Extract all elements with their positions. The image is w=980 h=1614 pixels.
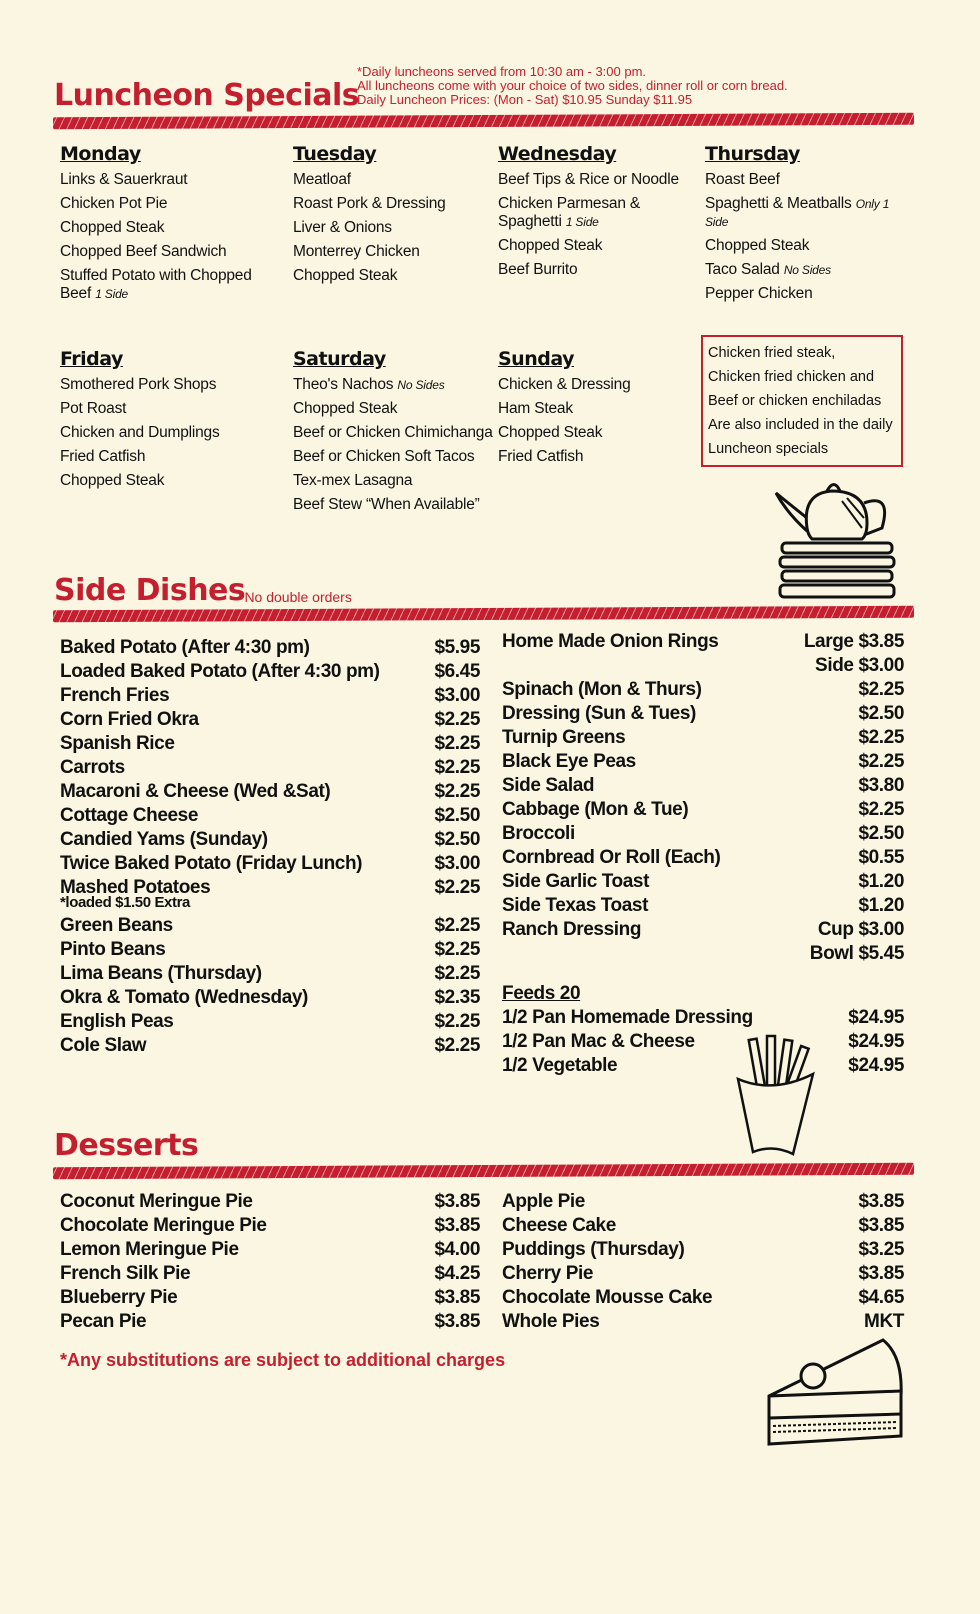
item-price: $24.95	[848, 1007, 904, 1028]
divider	[53, 113, 914, 130]
item-name: Side Salad	[502, 775, 595, 796]
item-price: $1.20	[858, 871, 904, 892]
item-name: Ranch Dressing	[502, 919, 642, 940]
day-heading: Wednesday	[498, 143, 617, 165]
item-name: Coconut Meringue Pie	[60, 1191, 253, 1212]
item-price: $2.25	[434, 1035, 480, 1056]
item-name: Baked Potato (After 4:30 pm)	[60, 637, 310, 658]
menu-row	[60, 1010, 480, 1034]
info-line: Chicken fried steak,	[708, 345, 836, 361]
menu-row	[502, 750, 904, 774]
item-name: Chopped Steak	[705, 237, 810, 254]
menu-item	[60, 195, 265, 213]
menu-item	[293, 171, 498, 189]
menu-item	[705, 195, 910, 231]
menu-row	[60, 1034, 480, 1058]
item-name: Chopped Steak	[293, 267, 398, 284]
menu-row	[60, 1238, 480, 1262]
item-price: $0.55	[858, 847, 904, 868]
item-name: Cabbage (Mon & Tue)	[502, 799, 689, 820]
menu-row	[60, 732, 480, 756]
menu-item	[293, 267, 498, 285]
item-name: Blueberry Pie	[60, 1287, 178, 1308]
menu-row	[502, 918, 904, 942]
menu-item	[60, 219, 265, 237]
item-name: Roast Beef	[705, 171, 780, 188]
item-name: Side Texas Toast	[502, 895, 649, 916]
menu-item	[60, 472, 265, 490]
menu-row	[502, 774, 904, 798]
item-note: 1 Side	[565, 215, 599, 229]
item-price: $2.25	[434, 709, 480, 730]
day-heading: Tuesday	[293, 143, 377, 165]
menu-row	[502, 846, 904, 870]
menu-row	[60, 756, 480, 780]
item-name: Spanish Rice	[60, 733, 175, 754]
item-name: Chocolate Meringue Pie	[60, 1215, 267, 1236]
item-name: Chicken Pot Pie	[60, 195, 168, 212]
item-price: MKT	[864, 1311, 904, 1332]
item-price: $3.00	[434, 685, 480, 706]
item-price: $2.25	[434, 915, 480, 936]
item-price: Large $3.85	[803, 631, 904, 652]
item-name: Pot Roast	[60, 400, 127, 417]
day-heading: Friday	[60, 348, 123, 370]
desserts-right	[502, 1190, 904, 1334]
substitution-note: *Any substitutions are subject to additional charges	[60, 1350, 506, 1370]
item-name: Smothered Pork Shops	[60, 376, 217, 393]
day-heading: Saturday	[293, 348, 386, 370]
item-name: Turnip Greens	[502, 727, 626, 748]
menu-item	[705, 171, 910, 189]
item-name: Chocolate Mousse Cake	[502, 1287, 713, 1308]
note-line: *Daily luncheons served from 10:30 am - 3:00 pm.	[357, 64, 647, 79]
menu-row	[60, 780, 480, 804]
menu-row	[60, 708, 480, 732]
menu-item	[705, 285, 910, 303]
item-name: Cottage Cheese	[60, 805, 198, 826]
item-name: Chicken Parmesan & Spaghetti	[498, 195, 640, 230]
menu-row	[502, 1054, 904, 1078]
luncheon-notes	[357, 65, 788, 107]
item-name: Cornbread Or Roll (Each)	[502, 847, 721, 868]
item-name: Chopped Steak	[60, 472, 165, 489]
menu-item	[293, 376, 498, 394]
menu-item	[293, 496, 498, 514]
menu-row	[502, 894, 904, 918]
teapot-illustration	[772, 473, 906, 603]
item-name: Corn Fried Okra	[60, 709, 199, 730]
item-price: $3.85	[858, 1263, 904, 1284]
item-name: Beef or Chicken Soft Tacos	[293, 448, 475, 465]
menu-row	[60, 962, 480, 986]
side-dishes-note: *No double orders	[239, 589, 352, 605]
menu-row	[60, 1310, 480, 1334]
day-column-monday	[60, 143, 265, 309]
item-price: $24.95	[848, 1031, 904, 1052]
menu-item	[60, 243, 265, 261]
menu-item	[498, 400, 703, 418]
menu-row	[502, 1286, 904, 1310]
item-name: Chicken & Dressing	[498, 376, 631, 393]
item-name: Dressing (Sun & Tues)	[502, 703, 696, 724]
item-price: $1.20	[858, 895, 904, 916]
desserts-title: Desserts	[54, 1128, 199, 1163]
item-price: $2.50	[858, 703, 904, 724]
item-name: Lemon Meringue Pie	[60, 1239, 239, 1260]
menu-item	[498, 448, 703, 466]
item-name: Puddings (Thursday)	[502, 1239, 685, 1260]
menu-row	[502, 1006, 904, 1030]
menu-item	[60, 171, 265, 189]
item-name: Home Made Onion Rings	[502, 631, 719, 652]
menu-row	[60, 1214, 480, 1238]
item-name: Taco Salad	[705, 261, 780, 278]
item-name: Green Beans	[60, 915, 173, 936]
item-price: $2.25	[858, 679, 904, 700]
menu-row	[60, 938, 480, 962]
menu-row	[502, 1262, 904, 1286]
info-line: Beef or chicken enchiladas	[708, 393, 882, 409]
menu-item	[60, 267, 265, 303]
item-name: Links & Sauerkraut	[60, 171, 188, 188]
menu-item	[498, 237, 703, 255]
item-price: $3.85	[434, 1191, 480, 1212]
item-name: Chopped Steak	[498, 424, 603, 441]
item-price: $3.85	[858, 1191, 904, 1212]
item-price: $2.25	[434, 781, 480, 802]
menu-row	[60, 684, 480, 708]
item-price: $4.25	[434, 1263, 480, 1284]
divider	[53, 1163, 914, 1180]
item-price: $3.25	[858, 1239, 904, 1260]
item-name: Lima Beans (Thursday)	[60, 963, 262, 984]
menu-item	[498, 424, 703, 442]
menu-row	[502, 1190, 904, 1214]
item-note: No Sides	[397, 378, 445, 392]
item-name: Ham Steak	[498, 400, 573, 417]
menu-row	[502, 798, 904, 822]
day-column-sunday	[498, 348, 703, 472]
item-price: $3.85	[434, 1215, 480, 1236]
item-subnote: *loaded $1.50 Extra	[60, 894, 190, 911]
item-price: $5.95	[434, 637, 480, 658]
item-price: $2.35	[434, 987, 480, 1008]
menu-row	[502, 942, 904, 966]
item-name: Beef Burrito	[498, 261, 578, 278]
item-name: Mashed Potatoes	[60, 877, 211, 898]
menu-item	[60, 400, 265, 418]
item-note: 1 Side	[95, 287, 129, 301]
side-dishes-right	[502, 630, 904, 1078]
item-price: $2.25	[434, 963, 480, 984]
item-price: $2.25	[434, 757, 480, 778]
item-name: Chopped Beef Sandwich	[60, 243, 227, 260]
info-line: Luncheon specials	[708, 441, 829, 457]
menu-row	[60, 636, 480, 660]
item-name: Okra & Tomato (Wednesday)	[60, 987, 308, 1008]
day-column-wednesday	[498, 143, 703, 285]
menu-row	[502, 1214, 904, 1238]
item-price: $3.80	[858, 775, 904, 796]
menu-item	[498, 261, 703, 279]
menu-row	[60, 660, 480, 684]
menu-row	[502, 702, 904, 726]
item-name: Fried Catfish	[498, 448, 584, 465]
menu-row	[502, 822, 904, 846]
menu-item	[293, 472, 498, 490]
luncheon-title: Luncheon Specials	[54, 78, 360, 113]
info-box	[701, 335, 903, 467]
item-name: French Silk Pie	[60, 1263, 191, 1284]
item-price: $2.25	[434, 939, 480, 960]
item-price: $3.00	[434, 853, 480, 874]
menu-row	[502, 1310, 904, 1334]
item-note: Only 1 Side	[705, 197, 890, 229]
menu-item	[498, 171, 703, 189]
menu-row	[60, 1286, 480, 1310]
menu-item	[293, 195, 498, 213]
day-column-friday	[60, 348, 265, 496]
item-name: Chopped Steak	[498, 237, 603, 254]
item-name: Loaded Baked Potato (After 4:30 pm)	[60, 661, 380, 682]
item-price: $3.85	[434, 1287, 480, 1308]
item-name: Beef or Chicken Chimichanga	[293, 424, 493, 441]
menu-item	[60, 448, 265, 466]
item-price: $2.25	[434, 1011, 480, 1032]
item-name: Pecan Pie	[60, 1311, 147, 1332]
menu-item	[60, 376, 265, 394]
item-name: Fried Catfish	[60, 448, 146, 465]
item-price: $2.25	[434, 877, 480, 898]
feeds-20-heading: Feeds 20	[502, 983, 581, 1004]
item-name: Roast Pork & Dressing	[293, 195, 446, 212]
item-name: Cheese Cake	[502, 1215, 616, 1236]
item-name: Pepper Chicken	[705, 285, 813, 302]
cake-slice-illustration	[763, 1336, 907, 1448]
menu-item	[293, 400, 498, 418]
day-heading: Monday	[60, 143, 141, 165]
item-price: Bowl $5.45	[809, 943, 904, 964]
item-name: 1/2 Vegetable	[502, 1055, 618, 1076]
item-name: Whole Pies	[502, 1311, 600, 1332]
menu-item	[293, 424, 498, 442]
french-fries-illustration	[733, 1034, 823, 1158]
item-price: $2.25	[858, 727, 904, 748]
item-name: Cherry Pie	[502, 1263, 594, 1284]
side-dishes-left	[60, 636, 480, 1058]
item-price: $2.25	[858, 751, 904, 772]
item-name: Chopped Steak	[293, 400, 398, 417]
menu-row	[502, 1030, 904, 1054]
menu-item	[705, 237, 910, 255]
item-name: English Peas	[60, 1011, 174, 1032]
menu-item	[293, 219, 498, 237]
note-line: All luncheons come with your choice of two sides, dinner roll or corn bread.	[357, 78, 788, 93]
day-heading: Thursday	[705, 143, 800, 165]
menu-row	[60, 852, 480, 876]
item-price: Side $3.00	[815, 655, 904, 676]
side-dishes-title: Side Dishes	[54, 573, 246, 608]
item-name: Broccoli	[502, 823, 575, 844]
menu-row	[60, 914, 480, 938]
item-name: Spaghetti & Meatballs	[705, 195, 852, 212]
item-name: Black Eye Peas	[502, 751, 636, 772]
day-heading: Sunday	[498, 348, 574, 370]
menu-item	[705, 261, 910, 279]
item-name: Twice Baked Potato (Friday Lunch)	[60, 853, 363, 874]
menu-row	[502, 630, 904, 654]
menu-item	[498, 376, 703, 394]
info-line: Are also included in the daily	[708, 417, 893, 433]
item-note: No Sides	[783, 263, 831, 277]
item-name: Beef Tips & Rice or Noodle	[498, 171, 679, 188]
item-name: Liver & Onions	[293, 219, 392, 236]
item-name: Carrots	[60, 757, 125, 778]
item-price: $4.65	[858, 1287, 904, 1308]
menu-row	[502, 726, 904, 750]
item-price: $2.50	[434, 829, 480, 850]
item-name: Meatloaf	[293, 171, 351, 188]
divider	[53, 606, 914, 623]
item-price: $3.85	[858, 1215, 904, 1236]
item-name: Chopped Steak	[60, 219, 165, 236]
item-name: 1/2 Pan Homemade Dressing	[502, 1007, 753, 1028]
item-price: $4.00	[434, 1239, 480, 1260]
item-name: 1/2 Pan Mac & Cheese	[502, 1031, 695, 1052]
item-name: French Fries	[60, 685, 170, 706]
menu-row	[502, 678, 904, 702]
item-name: Beef Stew “When Available”	[293, 496, 480, 513]
note-line: Daily Luncheon Prices: (Mon - Sat) $10.95 Sunday $11.95	[357, 92, 693, 107]
item-name: Theo's Nachos	[293, 376, 394, 393]
day-column-tuesday	[293, 143, 498, 291]
menu-item	[293, 448, 498, 466]
item-price: $2.25	[858, 799, 904, 820]
menu-row	[60, 1190, 480, 1214]
item-price: $3.85	[434, 1311, 480, 1332]
item-name: Apple Pie	[502, 1191, 585, 1212]
menu-row	[60, 828, 480, 852]
item-name: Spinach (Mon & Thurs)	[502, 679, 702, 700]
menu-row	[502, 870, 904, 894]
menu-item	[293, 243, 498, 261]
item-price: $6.45	[434, 661, 480, 682]
item-name: Stuffed Potato with Chopped Beef	[60, 267, 252, 302]
item-price: $2.50	[858, 823, 904, 844]
item-name: Pinto Beans	[60, 939, 166, 960]
item-price: $24.95	[848, 1055, 904, 1076]
menu-row	[502, 654, 904, 678]
day-column-thursday	[705, 143, 910, 309]
menu-row	[60, 1262, 480, 1286]
day-column-saturday	[293, 348, 498, 520]
menu-row	[502, 1238, 904, 1262]
item-name: Side Garlic Toast	[502, 871, 650, 892]
item-name: Candied Yams (Sunday)	[60, 829, 268, 850]
menu-item	[498, 195, 703, 231]
desserts-left	[60, 1190, 480, 1334]
item-name: Cole Slaw	[60, 1035, 147, 1056]
menu-item	[60, 424, 265, 442]
item-name: Tex-mex Lasagna	[293, 472, 413, 489]
info-line: Chicken fried chicken and	[708, 369, 875, 385]
item-name: Chicken and Dumplings	[60, 424, 220, 441]
item-name: Monterrey Chicken	[293, 243, 420, 260]
item-price: Cup $3.00	[817, 919, 904, 940]
item-price: $2.50	[434, 805, 480, 826]
item-name: Macaroni & Cheese (Wed &Sat)	[60, 781, 331, 802]
item-price: $2.25	[434, 733, 480, 754]
menu-row	[60, 804, 480, 828]
menu-row	[60, 986, 480, 1010]
